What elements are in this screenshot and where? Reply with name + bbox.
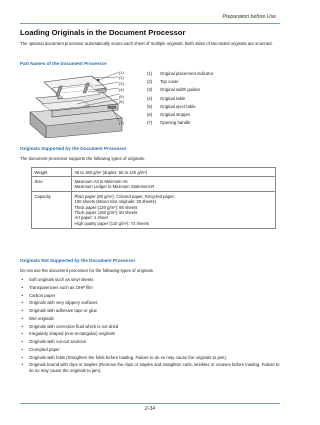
figure-callouts bbox=[119, 70, 124, 126]
list-item: • Originals bound with clips or staples (Remove the clips or staples and straighten curls, wrinkles or creases before loading. Failure to do so may cause the originals to jam). bbox=[20, 362, 282, 373]
table-cell-value: 45 to 160 g/m² (duplex: 50 to 120 g/m²) bbox=[72, 168, 276, 177]
not-supported-text: Do not use the document processor for the following types of originals. bbox=[20, 268, 154, 273]
callout-6: (6) bbox=[119, 98, 124, 104]
callout-5: (5) bbox=[119, 93, 124, 99]
table-row bbox=[32, 192, 276, 228]
table-row bbox=[32, 177, 276, 192]
list-item: • Irregularly shaped (non-rectangular) originals bbox=[20, 331, 282, 336]
footer-rule bbox=[20, 403, 280, 404]
table-cell-label: Size bbox=[32, 177, 72, 192]
supported-originals-table bbox=[31, 167, 276, 229]
supported-text: The document processor supports the following types of originals. bbox=[20, 156, 145, 161]
table-cell-value: Plain paper (80 g/m²), Colored paper, Recycled paper: 100 sheets (Mixed size originals: 30 sheets) Thick paper (120 g/m²): 66 sheets Thick paper (160 g/m²): 50 sheets Art paper: 1 sheet High quality paper (110 g/m²): 72 sheets bbox=[72, 192, 276, 228]
header-rule bbox=[20, 23, 280, 24]
callout-3: (3) bbox=[119, 80, 124, 86]
running-header: Preparation before Use bbox=[222, 14, 276, 20]
callout-1: (1) bbox=[119, 70, 124, 75]
section-title: Loading Originals in the Document Processor bbox=[20, 28, 186, 37]
callout-4: (4) bbox=[119, 87, 124, 93]
part-names-list bbox=[147, 70, 282, 127]
list-item: • Originals with adhesive tape or glue bbox=[20, 308, 282, 313]
part-item: (3) Original width guides bbox=[147, 87, 200, 93]
table-cell-label: Capacity bbox=[32, 192, 72, 228]
supported-heading: Originals Supported by the Document Processor bbox=[20, 146, 127, 151]
part-item: (7) Opening handle bbox=[147, 120, 191, 126]
table-cell-value: Maximum A3 to Minimum A5 Maximum Ledger to Minimum Statement-R bbox=[72, 177, 276, 192]
list-item: • Soft originals such as vinyl sheets bbox=[20, 277, 282, 282]
list-item: • Originals with very slippery surfaces bbox=[20, 300, 282, 305]
not-supported-heading: Originals Not Supported by the Document Processor bbox=[20, 258, 136, 263]
part-item: (1) Original placement indicator bbox=[147, 71, 214, 76]
list-item: • Transparencies such as OHP film bbox=[20, 285, 282, 290]
table-row bbox=[32, 168, 276, 177]
part-item: (6) Original stopper bbox=[147, 111, 191, 117]
list-item: • Originals with cut-out sections bbox=[20, 339, 282, 344]
page-number: 2-34 bbox=[144, 406, 155, 412]
intro-paragraph: The optional document processor automatically scans each sheet of multiple originals. Both sides of two-sided originals are scanned. bbox=[20, 41, 273, 46]
list-item: • Wet originals bbox=[20, 316, 282, 321]
part-item: (5) Original eject table bbox=[147, 103, 196, 109]
list-item: • Originals with folds (Straighten the folds before loading. Failure to do so may cause the originals to jam). bbox=[20, 355, 282, 360]
callout-7: (7) bbox=[119, 120, 124, 126]
table-cell-label: Weight bbox=[32, 168, 72, 177]
part-item: (2) Top cover bbox=[147, 79, 179, 85]
not-supported-list bbox=[20, 277, 282, 375]
callout-2: (2) bbox=[119, 75, 124, 81]
part-names-heading: Part Names of the Document Processor bbox=[20, 61, 107, 66]
list-item: • Originals with correction fluid which is not dried bbox=[20, 324, 282, 329]
part-item: (4) Original table bbox=[147, 95, 186, 101]
list-item: • Crumpled paper bbox=[20, 347, 282, 352]
list-item: • Carbon paper bbox=[20, 293, 282, 298]
